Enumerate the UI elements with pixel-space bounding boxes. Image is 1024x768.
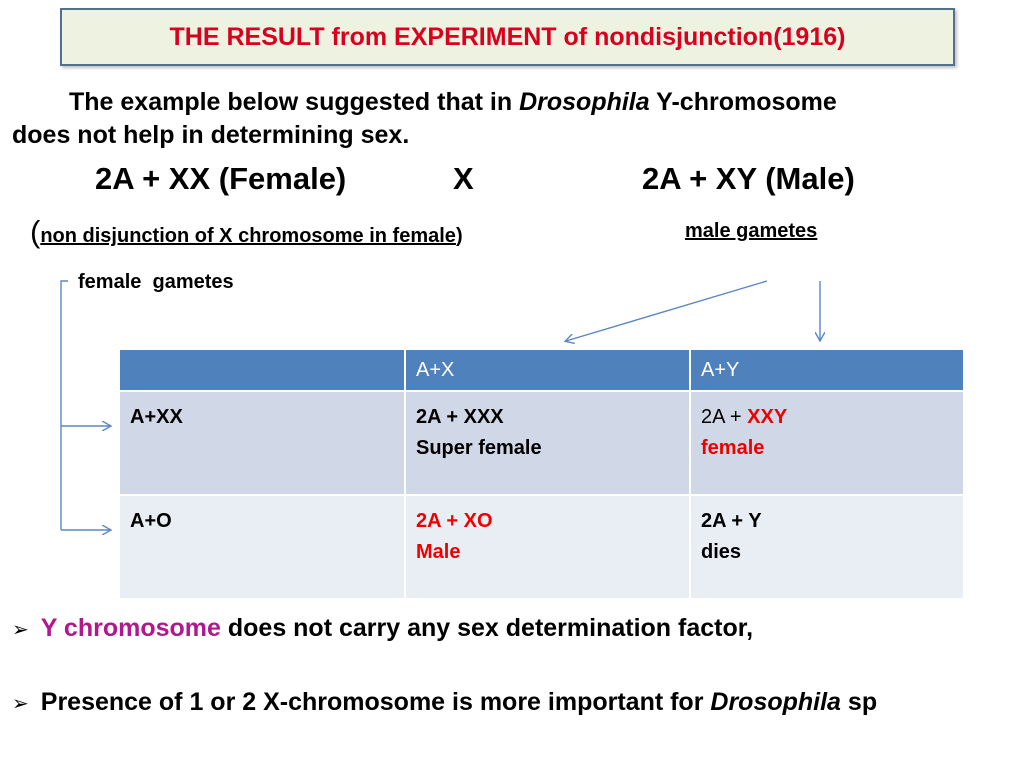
nondisjunction-text: non disjunction of X chromosome in female	[40, 225, 456, 247]
row-label: A+XX	[120, 391, 405, 495]
bullet-1	[12, 614, 753, 643]
paren-close: )	[455, 225, 463, 247]
cross-symbol: X	[453, 161, 474, 196]
male-gametes-label: male gametes	[685, 220, 818, 242]
table-row	[120, 391, 964, 495]
table-header-empty	[120, 350, 405, 391]
cell-line2: dies	[701, 541, 742, 563]
cross-female: 2A + XX (Female)	[95, 161, 347, 196]
table-header-ax: A+X	[405, 350, 690, 391]
intro-part2: Y-chromosome	[649, 88, 837, 116]
cell-line2: Super female	[416, 437, 542, 459]
intro-line2: does not help in determining sex.	[12, 121, 410, 149]
cell-highlight: XXY	[747, 406, 788, 428]
cell-line2: female	[701, 437, 765, 459]
intro-part1: The example below suggested that in	[69, 88, 520, 116]
table-cell	[690, 495, 964, 598]
bullet-2-italic: Drosophila	[710, 688, 841, 716]
row-label: A+O	[120, 495, 405, 598]
table-cell	[405, 495, 690, 598]
table-cell	[690, 391, 964, 495]
bullet-arrow-icon: ➢	[12, 693, 29, 715]
male-arrow-diagonal	[566, 281, 767, 341]
cell-line1: 2A + XO	[416, 510, 493, 532]
bullet-2-text: Presence of 1 or 2 X-chromosome is more important for	[40, 688, 711, 716]
table-cell	[405, 391, 690, 495]
table-row	[120, 495, 964, 598]
intro-text	[12, 86, 837, 152]
cell-line1: 2A + XXX	[416, 406, 504, 428]
table-header-row	[120, 350, 964, 391]
paren-open: (	[30, 214, 41, 249]
cross-male: 2A + XY (Male)	[642, 161, 855, 196]
table-header-ay: A+Y	[690, 350, 964, 391]
cell-prefix: 2A +	[701, 406, 748, 428]
bullet-1-text: does not carry any sex determination factor,	[220, 614, 754, 642]
bullet-2-tail: sp	[840, 688, 878, 716]
cell-line2: Male	[416, 541, 461, 563]
bullet-1-highlight: Y chromosome	[40, 614, 221, 642]
title-box	[60, 8, 955, 66]
punnett-table	[120, 350, 965, 598]
female-gametes-label: female gametes	[78, 271, 234, 293]
slide-title: THE RESULT from EXPERIMENT of nondisjunction(1916)	[169, 22, 846, 51]
bullet-2	[12, 688, 877, 717]
female-bracket-line	[61, 281, 68, 530]
intro-italic: Drosophila	[519, 88, 650, 116]
cell-line1: 2A + Y	[701, 510, 762, 532]
bullet-arrow-icon: ➢	[12, 619, 29, 641]
nondisjunction-note	[30, 214, 463, 250]
